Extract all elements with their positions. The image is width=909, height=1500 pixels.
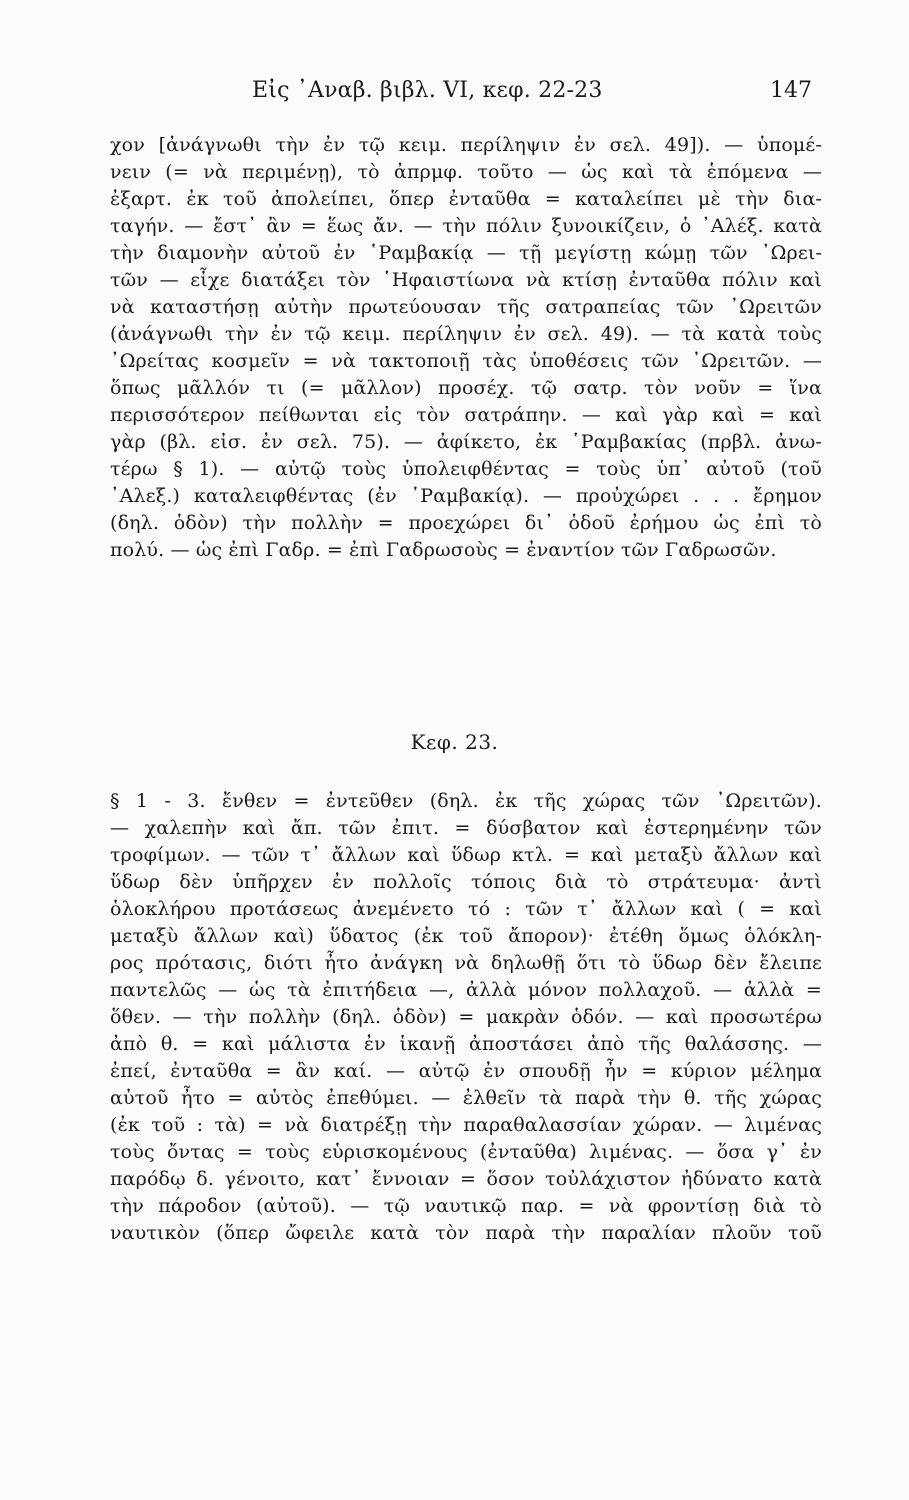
text-line: παρόδῳ δ. γένοιτο, κατ᾽ ἔννοιαν = ὅσον τοὐλάχιστον ἠδύνατο κατὰ bbox=[110, 1168, 822, 1190]
text-line: ρος πρότασις, διότι ἦτο ἀνάγκη νὰ δηλωθῇ ὅτι τὸ ὕδωρ δὲν ἔλειπε bbox=[110, 952, 822, 974]
text-line: § 1 - 3. ἔνθεν = ἐντεῦθεν (δηλ. ἐκ τῆς χώρας τῶν ᾽Ωρειτῶν). bbox=[110, 790, 822, 812]
text-line: παντελῶς — ὡς τὰ ἐπιτήδεια —, ἀλλὰ μόνον πολλαχοῦ. — ἀλλὰ = bbox=[110, 979, 822, 1001]
page-number: 147 bbox=[770, 78, 812, 103]
text-line: τοὺς ὄντας = τοὺς εὑρισκομένους (ἐνταῦθα) λιμένας. — ὅσα γ᾽ ἐν bbox=[110, 1141, 822, 1163]
text-line: (ἐκ τοῦ : τὰ) = νὰ διατρέξῃ τὴν παραθαλασσίαν χώραν. — λιμένας bbox=[110, 1114, 822, 1136]
text-line: ᾽Ωρείτας κοσμεῖν = νὰ τακτοποιῇ τὰς ὑποθέσεις τῶν ᾽Ωρειτῶν. — bbox=[110, 350, 822, 372]
text-line: ἐπεί, ἐνταῦθα = ἂν καί. — αὐτῷ ἐν σπουδῇ ἦν = κύριον μέλημα bbox=[110, 1060, 822, 1082]
text-line: ἐξαρτ. ἐκ τοῦ ἀπολείπει, ὅπερ ἐνταῦθα = καταλείπει μὲ τὴν δια- bbox=[110, 188, 822, 210]
text-line: νὰ καταστήσῃ αὐτὴν πρωτεύουσαν τῆς σατραπείας τῶν ᾽Ωρειτῶν bbox=[110, 296, 822, 318]
text-line: ᾽Αλεξ.) καταλειφθέντας (ἐν ῾Ραμβακίᾳ). — προὐχώρει . . . ἔρημον bbox=[110, 485, 822, 507]
text-line: ὁλοκλήρου προτάσεως ἀνεμένετο τό : τῶν τ᾽ ἄλλων καὶ ( = καὶ bbox=[110, 898, 822, 920]
text-line: τῶν — εἶχε διατάξει τὸν ῾Ηφαιστίωνα νὰ κτίσῃ ἐνταῦθα πόλιν καὶ bbox=[110, 269, 822, 291]
text-line: ὅθεν. — τὴν πολλὴν (δηλ. ὁδὸν) = μακρὰν ὁδόν. — καὶ προσωτέρω bbox=[110, 1006, 822, 1028]
text-line: γὰρ (βλ. εἰσ. ἐν σελ. 75). — ἀφίκετο, ἐκ ῾Ραμβακίας (πρβλ. ἀνω- bbox=[110, 431, 822, 453]
text-line: μεταξὺ ἄλλων καὶ) ὕδατος (ἐκ τοῦ ἄπορον)· ἐτέθη ὅμως ὁλόκλη- bbox=[110, 925, 822, 947]
text-line: ναυτικὸν (ὅπερ ὤφειλε κατὰ τὸν παρὰ τὴν παραλίαν πλοῦν τοῦ bbox=[110, 1222, 822, 1244]
text-line: — χαλεπὴν καὶ ἄπ. τῶν ἐπιτ. = δύσβατον καὶ ἐστερημένην τῶν bbox=[110, 817, 822, 839]
text-line: ταγήν. — ἔστ᾽ ἂν = ἕως ἄν. — τὴν πόλιν ξυνοικίζειν, ὁ ᾽Αλέξ. κατὰ bbox=[110, 215, 822, 237]
text-line: αὐτοῦ ἦτο = αὐτὸς ἐπεθύμει. — ἐλθεῖν τὰ παρὰ τὴν θ. τῆς χώρας bbox=[110, 1087, 822, 1109]
text-line: περισσότερον πείθωνται εἰς τὸν σατράπην. — καὶ γὰρ καὶ = καὶ bbox=[110, 404, 822, 426]
text-line: ἀπὸ θ. = καὶ μάλιστα ἐν ἱκανῇ ἀποστάσει ἀπὸ τῆς θαλάσσης. — bbox=[110, 1033, 822, 1055]
chapter-heading: Κεφ. 23. bbox=[410, 730, 499, 754]
commentary-section-chapter-23 bbox=[110, 788, 822, 1247]
text-line: νειν (= νὰ περιμένῃ), τὸ ἀπρμφ. τοῦτο — ὡς καὶ τὰ ἑπόμενα — bbox=[110, 161, 822, 183]
running-title: Εἰς ᾽Αναβ. βιβλ. VI, κεφ. 22-23 bbox=[252, 78, 603, 103]
text-line: τὴν πάροδον (αὐτοῦ). — τῷ ναυτικῷ παρ. = νὰ φροντίσῃ διὰ τὸ bbox=[110, 1195, 822, 1217]
commentary-section-chapter-22 bbox=[110, 132, 822, 564]
text-line: τροφίμων. — τῶν τ᾽ ἄλλων καὶ ὕδωρ κτλ. = καὶ μεταξὺ ἄλλων καὶ bbox=[110, 844, 822, 866]
text-line: χον [ἀνάγνωθι τὴν ἐν τῷ κειμ. περίληψιν ἐν σελ. 49]). — ὑπομέ- bbox=[110, 134, 822, 156]
running-header bbox=[252, 78, 812, 112]
text-line: (ἀνάγνωθι τὴν ἐν τῷ κειμ. περίληψιν ἐν σελ. 49). — τὰ κατὰ τοὺς bbox=[110, 323, 822, 345]
text-line: ὅπως μᾶλλόν τι (= μᾶλλον) προσέχ. τῷ σατρ. τὸν νοῦν = ἵνα bbox=[110, 377, 822, 399]
text-line: (δηλ. ὁδὸν) τὴν πολλὴν = προεχώρει δι᾽ ὁδοῦ ἐρήμου ὡς ἐπὶ τὸ bbox=[110, 512, 822, 534]
text-line: ὕδωρ δὲν ὑπῆρχεν ἐν πολλοῖς τόποις διὰ τὸ στράτευμα· ἀντὶ bbox=[110, 871, 822, 893]
text-line: τὴν διαμονὴν αὐτοῦ ἐν ῾Ραμβακίᾳ — τῇ μεγίστῃ κώμῃ τῶν ᾽Ωρει- bbox=[110, 242, 822, 264]
text-line: πολύ. — ὡς ἐπὶ Γαδρ. = ἐπὶ Γαδρωσοὺς = ἐναντίον τῶν Γαδρωσῶν. bbox=[110, 539, 777, 561]
text-line: τέρω § 1). — αὐτῷ τοὺς ὑπολειφθέντας = τοὺς ὑπ᾽ αὐτοῦ (τοῦ bbox=[110, 458, 822, 480]
